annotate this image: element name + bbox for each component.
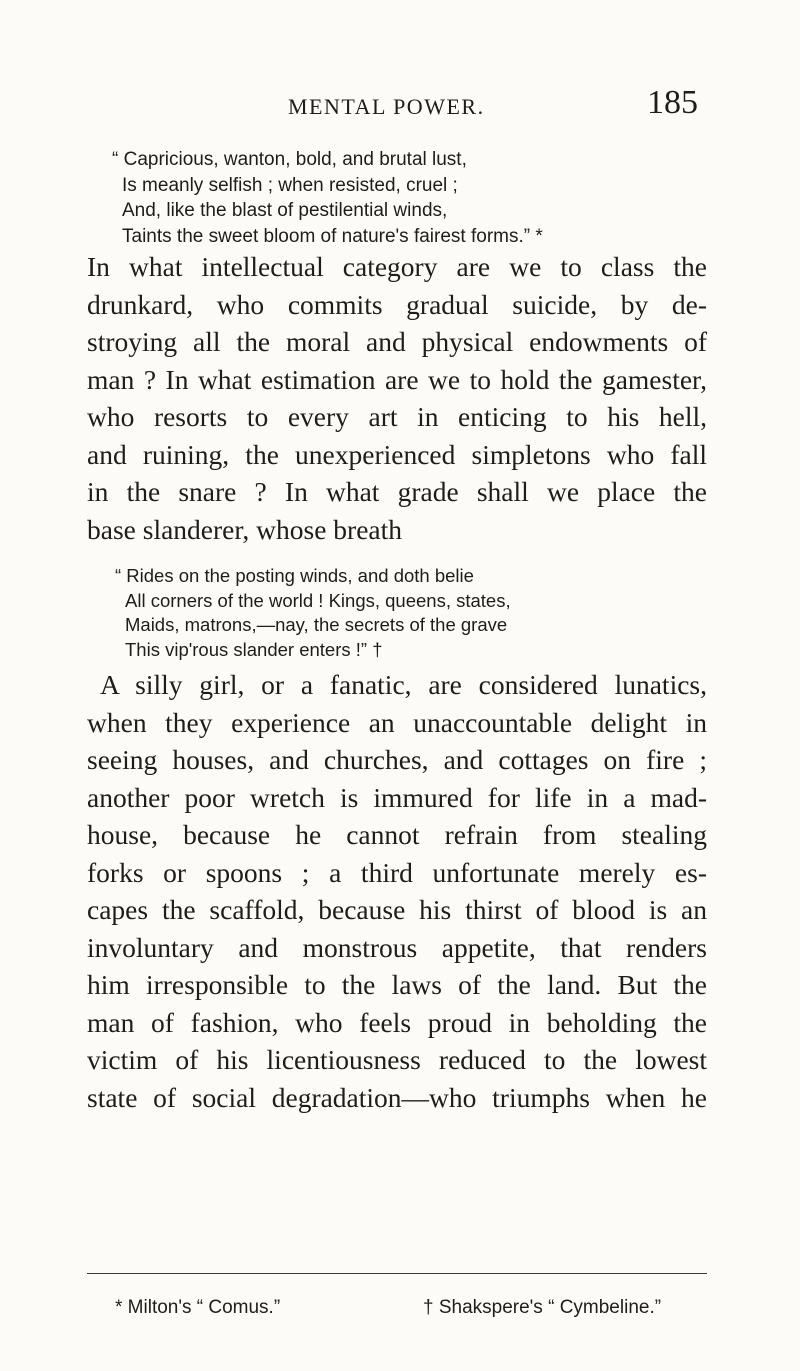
text-line: involuntary and monstrous appetite, that renders bbox=[87, 931, 707, 963]
page-header bbox=[0, 86, 800, 126]
text-line: In what intellectual category are we to class the bbox=[87, 251, 707, 282]
text-line: base slanderer, whose breath bbox=[87, 513, 403, 545]
text-line: seeing houses, and churches, and cottages on fire ; bbox=[87, 744, 707, 775]
verse-line: This vip'rous slander enters !” † bbox=[125, 638, 383, 660]
quoted-verse-comus bbox=[112, 147, 543, 249]
text-line: house, because he cannot refrain from stealing bbox=[87, 819, 707, 850]
footnote-divider bbox=[87, 1273, 707, 1274]
body-paragraph-2 bbox=[87, 666, 707, 1116]
text-line: A silly girl, or a fanatic, are considered lunatics, bbox=[100, 669, 707, 700]
text-line: stroying all the moral and physical endowments of bbox=[87, 326, 707, 357]
text-line: another poor wretch is immured for life in a mad- bbox=[87, 781, 707, 813]
body-paragraph-1 bbox=[87, 248, 707, 548]
page-number: 185 bbox=[647, 84, 698, 121]
quoted-verse-cymbeline bbox=[115, 564, 511, 662]
footnote-milton: * Milton's “ Comus.” bbox=[115, 1297, 281, 1318]
text-line: victim of his licentiousness reduced to the lowest bbox=[87, 1044, 707, 1075]
text-line: man ? In what estimation are we to hold the gamester, bbox=[87, 363, 707, 395]
verse-line: Is meanly selfish ; when resisted, cruel ; bbox=[122, 174, 458, 196]
text-line: in the snare ? In what grade shall we place the bbox=[87, 476, 707, 507]
text-line: him irresponsible to the laws of the land. But the bbox=[87, 969, 707, 1000]
verse-line: Maids, matrons,—nay, the secrets of the grave bbox=[125, 614, 508, 635]
footnote-shakspere: † Shakspere's “ Cymbeline.” bbox=[423, 1297, 662, 1318]
text-line: who resorts to every art in enticing to his hell, bbox=[87, 401, 707, 432]
verse-line: All corners of the world ! Kings, queens, states, bbox=[125, 589, 511, 611]
text-line: drunkard, who commits gradual suicide, by de- bbox=[87, 288, 707, 320]
text-line: when they experience an unaccountable delight in bbox=[87, 706, 707, 738]
verse-line: “ Capricious, wanton, bold, and brutal lust, bbox=[112, 149, 467, 170]
verse-line: Taints the sweet bloom of nature's fairest forms.” * bbox=[122, 225, 543, 247]
verse-line: “ Rides on the posting winds, and doth belie bbox=[115, 565, 474, 586]
text-line: capes the scaffold, because his thirst of blood is an bbox=[87, 894, 707, 925]
text-line: state of social degradation—who triumphs when he bbox=[87, 1081, 707, 1113]
running-title: MENTAL POWER. bbox=[288, 94, 485, 119]
text-line: forks or spoons ; a third unfortunate merely es- bbox=[87, 856, 707, 888]
text-line: and ruining, the unexperienced simpletons who fall bbox=[87, 438, 707, 470]
verse-line: And, like the blast of pestilential winds, bbox=[122, 200, 448, 221]
text-line: man of fashion, who feels proud in beholding the bbox=[87, 1006, 707, 1038]
